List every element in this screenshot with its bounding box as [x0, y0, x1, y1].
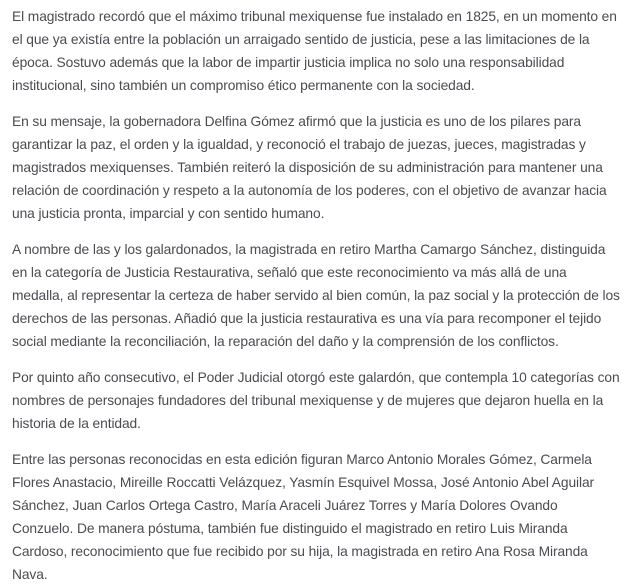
article-paragraph-4: Por quinto año consecutivo, el Poder Judicial otorgó este galardón, que contempla 10 categorías con nombres de personajes fundadores del tribunal mexiquense y de mujeres que dejaron huella en la historia de la entidad. [12, 370, 620, 431]
article-paragraph-2: En su mensaje, la gobernadora Delfina Gómez afirmó que la justicia es uno de los pilares para garantizar la paz, el orden y la igualdad, y reconoció el trabajo de juezas, jueces, magistradas y magistrados mexiquenses. También reiteró la disposición de su administración para mantener una relación de coordinación y respeto a la autonomía de los poderes, con el objetivo de avanzar hacia una justicia pronta, imparcial y con sentido humano. [12, 114, 607, 221]
article-paragraph-1: El magistrado recordó que el máximo tribunal mexiquense fue instalado en 1825, en un momento en el que ya existía entre la población un arraigado sentido de justicia, pese a las limitaciones de la época. Sostuvo además que la labor de impartir justicia implica no solo una responsabilidad institucional, sino también un compromiso ético permanente con la sociedad. [12, 9, 617, 93]
article-paragraph-3: A nombre de las y los galardonados, la magistrada en retiro Martha Camargo Sánchez, distinguida en la categoría de Justicia Restaurativa, señaló que este reconocimiento va más allá de una medalla, al representar la certeza de haber servido al bien común, la paz social y la protección de los derechos de las personas. Añadió que la justicia restaurativa es una vía para recomponer el tejido social mediante la reconciliación, la reparación del daño y la comprensión de los conflictos. [12, 242, 620, 349]
article-paragraph-5: Entre las personas reconocidas en esta edición figuran Marco Antonio Morales Gómez, Carmela Flores Anastacio, Mireille Roccatti Velázquez, Yasmín Esquivel Mossa, José Antonio Abel Aguilar Sánchez, Juan Carlos Ortega Castro, María Araceli Juárez Torres y María Dolores Ovando Conzuelo. De manera póstuma, también fue distinguido el magistrado en retiro Luis Miranda Cardoso, reconocimiento que fue recibido por su hija, la magistrada en retiro Ana Rosa Miranda Nava. [12, 452, 595, 582]
